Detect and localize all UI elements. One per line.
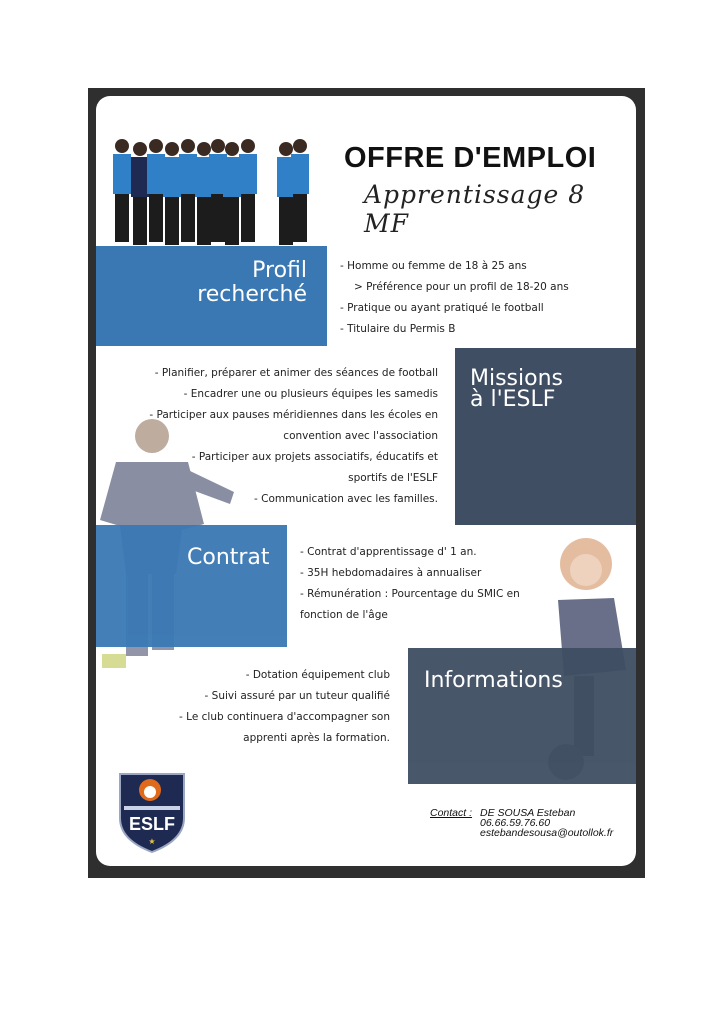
player-figure [113, 139, 131, 242]
profil-heading-line1: Profil [252, 258, 307, 283]
player-figure [223, 142, 241, 245]
missions-list [149, 363, 438, 510]
profil-list [340, 256, 569, 340]
player-figure [291, 139, 309, 242]
list-item: - Encadrer une ou plusieurs équipes les samedis [183, 388, 438, 400]
player-figure [147, 139, 165, 242]
list-item: - Rémunération : Pourcentage du SMIC en [300, 588, 520, 600]
contrat-list [300, 542, 520, 626]
missions-heading-line1: Missions [470, 366, 563, 391]
list-item: - Le club continuera d'accompagner son [179, 711, 390, 723]
list-item: fonction de l'âge [300, 609, 388, 621]
list-item: - Titulaire du Permis B [340, 323, 456, 335]
contrat-box [96, 525, 287, 647]
list-item: - Suivi assuré par un tuteur qualifié [204, 690, 390, 702]
profil-box [96, 246, 327, 346]
contact-phone: 06.66.59.76.60 [480, 817, 551, 829]
profil-heading-line2: recherché [197, 282, 307, 307]
list-item: - 35H hebdomadaires à annualiser [300, 567, 482, 579]
list-item: - Pratique ou ayant pratiqué le football [340, 302, 544, 314]
list-item: sportifs de l'ESLF [348, 472, 438, 484]
list-item: - Participer aux projets associatifs, éducatifs et [191, 451, 438, 463]
list-item: - Communication avec les familles. [253, 493, 438, 505]
page-title: OFFRE D'EMPLOI [344, 142, 597, 174]
informations-heading: Informations [424, 668, 563, 693]
logo-acronym: ESLF [128, 814, 176, 834]
list-item: - Homme ou femme de 18 à 25 ans [340, 260, 527, 272]
contact-name: DE SOUSA Esteban [480, 807, 576, 819]
missions-box [455, 348, 636, 525]
informations-box [408, 648, 636, 784]
list-item: - Planifier, préparer et animer des séances de football [154, 367, 438, 379]
list-item: convention avec l'association [283, 430, 438, 442]
informations-list [179, 665, 390, 749]
player-figure [239, 139, 257, 242]
list-item: > Préférence pour un profil de 18-20 ans [354, 281, 569, 293]
flyer-sheet [96, 96, 636, 866]
team-photo [110, 116, 310, 248]
contrat-heading: Contrat [187, 545, 270, 570]
player-figure [131, 142, 149, 245]
list-item: - Participer aux pauses méridiennes dans les écoles en [149, 409, 438, 421]
missions-heading-line2: à l'ESLF [470, 387, 556, 412]
contact-label: Contact : [430, 807, 473, 819]
list-item: - Contrat d'apprentissage d' 1 an. [300, 546, 477, 558]
page-subtitle: Apprentissage 8 MF [364, 180, 586, 238]
club-logo [112, 766, 192, 854]
svg-text:★: ★ [148, 837, 156, 846]
player-figure [163, 142, 181, 245]
list-item: - Dotation équipement club [245, 669, 390, 681]
player-figure [179, 139, 197, 242]
contact-email[interactable]: estebandesousa@outollok.fr [480, 827, 614, 839]
list-item: apprenti après la formation. [243, 732, 390, 744]
